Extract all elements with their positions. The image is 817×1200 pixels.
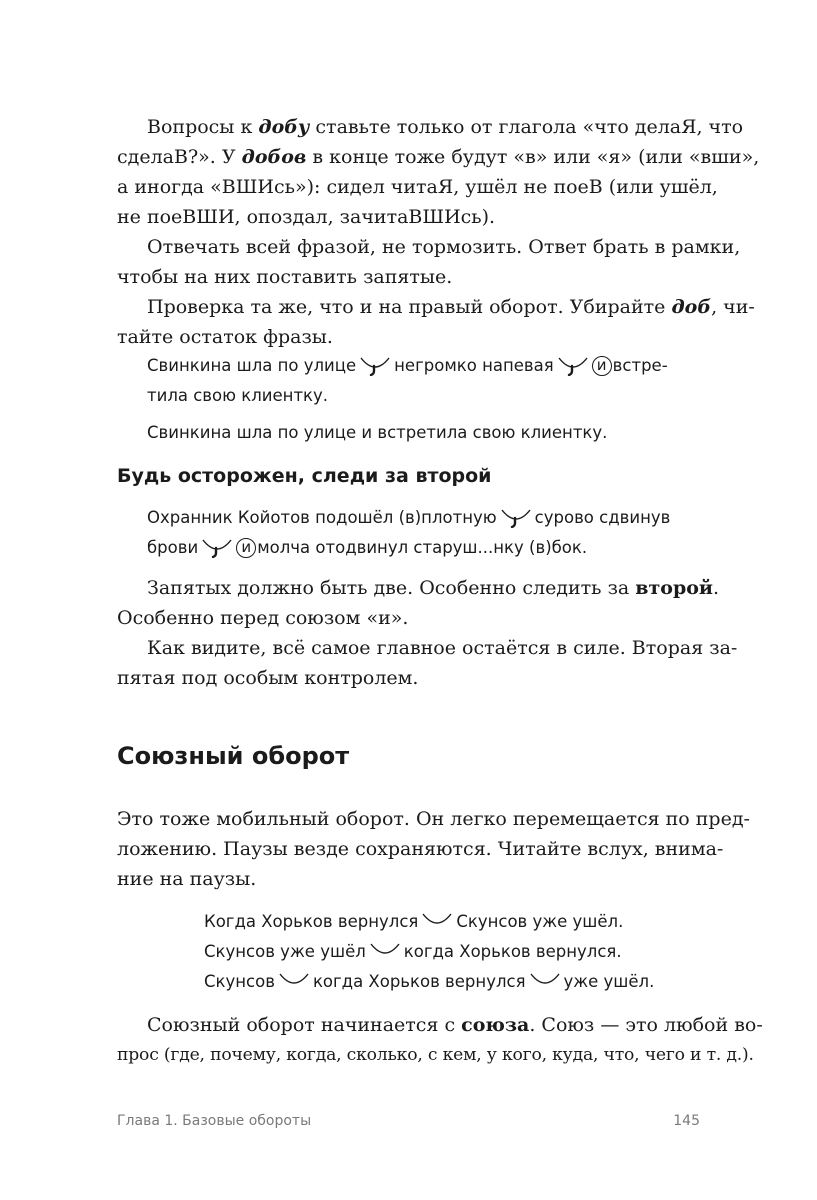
paragraph-line: прос (где, почему, когда, сколько, с кем, у кого, куда, что, чего и т. д.). — [117, 1045, 754, 1065]
paragraph-line: а иногда «ВШИсь»): сидел читаЯ, ушёл не поеВ (или ушёл, — [117, 176, 718, 198]
paragraph-line: чтобы на них поставить запятые. — [117, 266, 453, 288]
paragraph-line: Особенно перед союзом «и». — [117, 607, 409, 629]
paragraph-line: Проверка та же, что и на правый оборот. Убирайте доб, чи- — [147, 296, 755, 318]
pause-comma-mark — [359, 354, 391, 376]
pause-comma-mark — [557, 354, 589, 376]
example-line: Когда Хорьков вернулся Скунсов уже ушёл. — [204, 912, 624, 931]
example-line: Скунсов когда Хорьков вернулся уже ушёл. — [204, 972, 655, 991]
page-number: 145 — [673, 1113, 700, 1129]
circled-conjunction: и — [236, 538, 256, 558]
paragraph-line: Как видите, всё самое главное остаётся в силе. Вторая за- — [147, 637, 738, 659]
paragraph-line: тайте остаток фразы. — [117, 326, 333, 348]
section-subheading: Будь осторожен, следи за второй — [117, 465, 492, 487]
emphasis-term: второй — [635, 577, 713, 599]
paragraph-line: Союзный оборот начинается с союза. Союз — это любой во- — [147, 1014, 763, 1036]
example-line: Скунсов уже ушёл когда Хорьков вернулся. — [204, 942, 622, 961]
paragraph-line: Вопросы к добу ставьте только от глагола «что делаЯ, что — [147, 116, 744, 138]
emphasis-term: добов — [241, 146, 307, 168]
paragraph-line: пятая под особым контролем. — [117, 667, 419, 689]
example-line: Свинкина шла по улице негромко напевая и встре- — [147, 356, 668, 375]
paragraph-line: Отвечать всей фразой, не тормозить. Ответ брать в рамки, — [147, 236, 741, 258]
pause-mark — [421, 910, 453, 932]
paragraph-line: ложению. Паузы везде сохраняются. Читайте вслух, внима- — [117, 838, 724, 860]
paragraph-line: Запятых должно быть две. Особенно следить за второй. — [147, 577, 720, 599]
pause-comma-mark — [500, 506, 532, 528]
circled-conjunction: и — [592, 356, 612, 376]
pause-mark — [529, 970, 561, 992]
example-line: тила свою клиентку. — [147, 386, 329, 405]
paragraph-line: сделаВ?». У добов в конце тоже будут «в» или «я» (или «вши», — [117, 146, 760, 168]
paragraph-line: ние на паузы. — [117, 868, 257, 890]
emphasis-term: союза — [461, 1014, 530, 1036]
pause-mark — [278, 970, 310, 992]
example-line: брови и молча отодвинул старуш...нку (в)бок. — [147, 538, 588, 557]
pause-comma-mark — [201, 536, 233, 558]
paragraph-line: Это тоже мобильный оборот. Он легко перемещается по пред- — [117, 808, 750, 830]
section-heading: Союзный оборот — [117, 742, 350, 770]
pause-mark — [369, 940, 401, 962]
example-line: Свинкина шла по улице и встретила свою клиентку. — [147, 423, 608, 442]
paragraph-line: не поеВШИ, опоздал, зачитаВШИсь). — [117, 206, 496, 228]
example-line: Охранник Койотов подошёл (в)плотную сурово сдвинув — [147, 508, 671, 527]
running-footer-chapter: Глава 1. Базовые обороты — [117, 1113, 312, 1129]
emphasis-term: добу — [258, 116, 310, 138]
emphasis-term: доб — [671, 296, 712, 318]
